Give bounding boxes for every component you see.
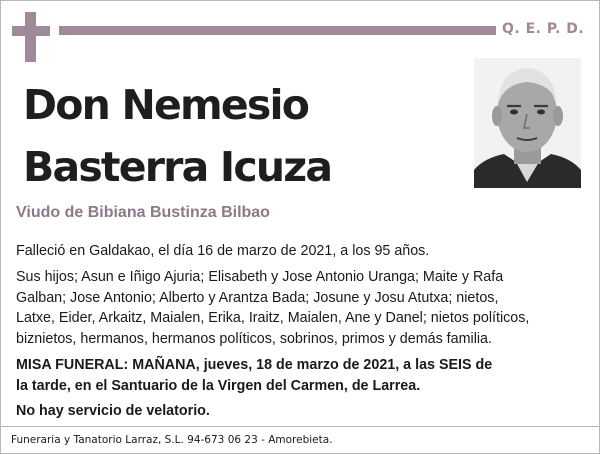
family-line: Latxe, Eider, Arkaitz, Maialen, Erika, Iraitz, Maialen, Ane y Danel; nietos políticos, [16,310,530,326]
header-band [59,26,496,35]
portrait-photo [474,58,581,188]
family-line: Galban; Jose Antonio; Alberto y Arantza Bada; Josune y Josu Atutxa; nietos, [16,289,499,306]
family-line: biznietos, hermanos, hermanos políticos, sobrinos, primos y demás familia. [16,330,492,347]
footer [1,426,599,454]
funeral-notice [16,355,586,396]
funeral-line: la tarde, en el Santuario de la Virgen del Carmen, de Larrea. [16,377,421,394]
wake-notice: No hay servicio de velatorio. [16,403,210,419]
family-list [16,267,586,349]
widower-subtitle: Viudo de Bibiana Bustinza Bilbao [16,204,270,221]
qepd-label: Q. E. P. D. [502,21,585,37]
portrait-illustration [474,58,581,188]
deceased-name-line2: Basterra Icuza [23,143,332,191]
family-line: Sus hijos; Asun e Iñigo Ajuria; Elisabeth y Jose Antonio Uranga; Maite y Rafa [16,269,504,285]
death-notice: Falleció en Galdakao, el día 16 de marzo de 2021, a los 95 años. [16,243,430,259]
funeral-line: MISA FUNERAL: MAÑANA, jueves, 18 de marzo de 2021, a las SEIS de [16,357,493,373]
funeral-home-info: Funeraria y Tanatorio Larraz, S.L. 94-673 06 23 - Amorebieta. [11,434,333,446]
deceased-name-line1: Don Nemesio [23,81,309,129]
cross-icon [12,12,50,62]
